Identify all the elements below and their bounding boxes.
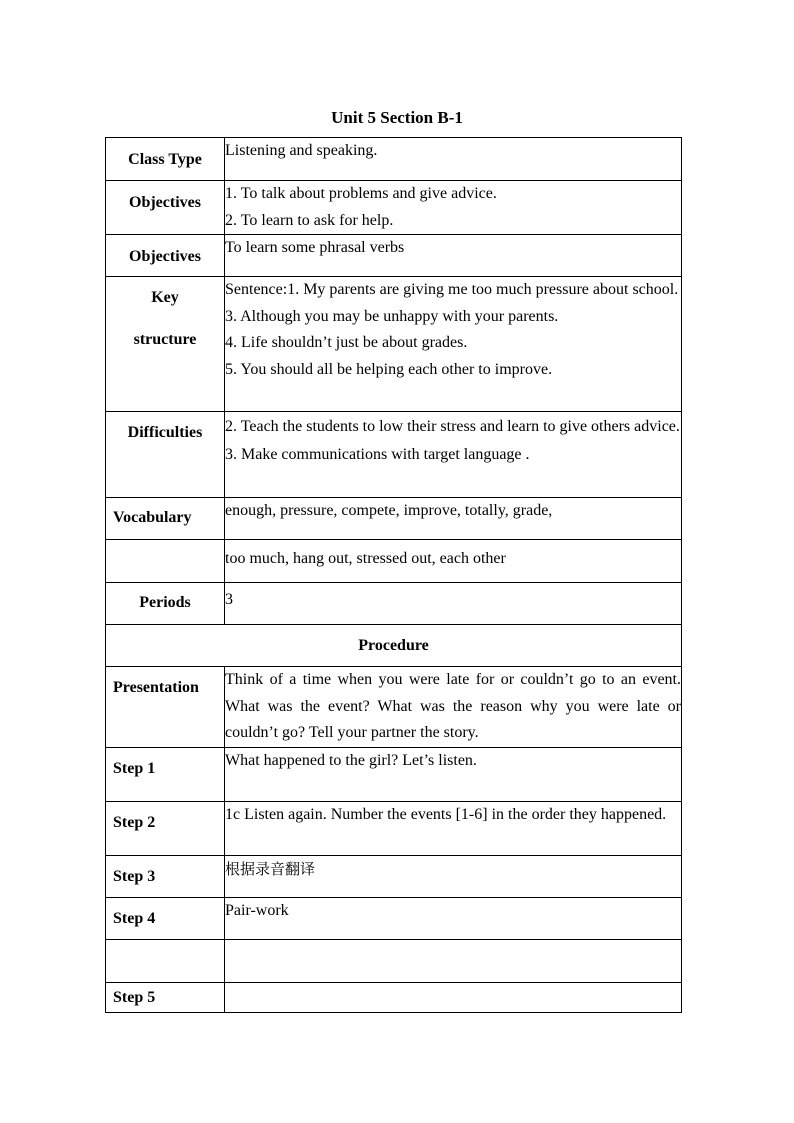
difficulty-line: 3. Make communications with target language . — [225, 446, 530, 463]
label-step-5: Step 5 — [106, 983, 225, 1013]
structure-sentence: 3. Although you may be unhappy with your parents. — [225, 307, 559, 325]
value-vocabulary: enough, pressure, compete, improve, totally, grade, — [225, 498, 682, 540]
row-step-2 — [106, 802, 682, 856]
value-objectives-2: To learn some phrasal verbs — [225, 235, 682, 277]
row-objectives — [106, 181, 682, 235]
label-vocabulary: Vocabulary — [106, 498, 225, 540]
row-blank — [106, 940, 682, 983]
row-class-type — [106, 138, 682, 181]
value-class-type: Listening and speaking. — [225, 138, 682, 181]
structure-sentence: 5. You should all be helping each other to improve. — [225, 360, 553, 378]
label-objectives-2: Objectives — [106, 235, 225, 277]
label-class-type: Class Type — [106, 138, 225, 181]
procedure-heading: Procedure — [106, 625, 682, 667]
label-vocabulary-2 — [106, 540, 225, 583]
label-key-structure: Key structure — [106, 277, 225, 412]
structure-sentence: Sentence:1. My parents are giving me too much pressure about school. — [225, 281, 679, 298]
value-periods: 3 — [225, 583, 682, 625]
row-vocabulary — [106, 498, 682, 540]
row-vocabulary-2 — [106, 540, 682, 583]
row-key-structure — [106, 277, 682, 412]
value-key-structure — [225, 277, 682, 412]
row-step-1 — [106, 748, 682, 802]
value-step-1: What happened to the girl? Let’s listen. — [225, 748, 682, 802]
row-presentation — [106, 667, 682, 748]
value-difficulties — [225, 412, 682, 498]
value-presentation: Think of a time when you were late for or couldn’t go to an event. What was the event? What was the reason why you were late or couldn’t go? Tell your partner the story. — [225, 667, 682, 748]
label-step-4: Step 4 — [106, 898, 225, 940]
row-step-3 — [106, 856, 682, 898]
label-objectives: Objectives — [106, 181, 225, 235]
row-step-5 — [106, 983, 682, 1013]
value-vocabulary-2: too much, hang out, stressed out, each other — [225, 540, 682, 583]
label-step-2: Step 2 — [106, 802, 225, 856]
value-step-4: Pair-work — [225, 898, 682, 940]
value-step-2: 1c Listen again. Number the events [1-6] in the order they happened. — [225, 802, 682, 856]
value-objectives — [225, 181, 682, 235]
row-objectives-2 — [106, 235, 682, 277]
value-step-3: 根据录音翻译 — [225, 856, 682, 898]
label-difficulties: Difficulties — [106, 412, 225, 498]
row-procedure — [106, 625, 682, 667]
row-difficulties — [106, 412, 682, 498]
label-step-1: Step 1 — [106, 748, 225, 802]
label-blank — [106, 940, 225, 983]
objective-item: 2. To learn to ask for help. — [225, 211, 394, 229]
page-title: Unit 5 Section B-1 — [331, 108, 463, 127]
label-step-3: Step 3 — [106, 856, 225, 898]
label-periods: Periods — [106, 583, 225, 625]
label-presentation: Presentation — [106, 667, 225, 748]
structure-sentence: 4. Life shouldn’t just be about grades. — [225, 334, 468, 351]
value-step-5 — [225, 983, 682, 1013]
lesson-plan-table — [105, 137, 682, 1013]
difficulty-line: 2. Teach the students to low their stress and learn to give others advice. — [225, 418, 680, 435]
objective-item: 1. To talk about problems and give advice. — [225, 185, 497, 202]
row-step-4 — [106, 898, 682, 940]
row-periods — [106, 583, 682, 625]
value-blank — [225, 940, 682, 983]
